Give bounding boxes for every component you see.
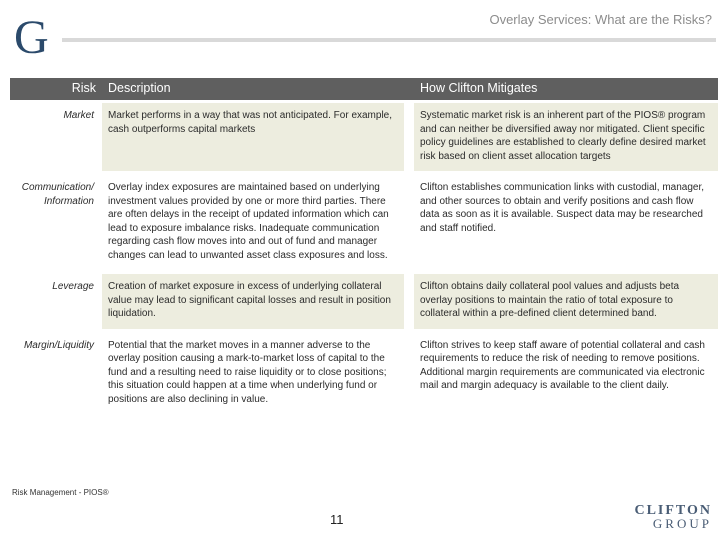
- table-header-row: [10, 78, 718, 103]
- brand-line-2: GROUP: [652, 516, 712, 531]
- risk-table: [10, 78, 718, 418]
- table-row: [10, 333, 718, 419]
- risk-description: Overlay index exposures are maintained based on underlying investment values provided by one or more third parties. There are often delays in the receipt of updated information which can lead to exposure imbalance risks. Inadequate communication regarding cash flow moves into and out of fund and manager changes can lead to unwanted asset class exposures and loss.: [102, 175, 414, 274]
- risk-name: Margin/Liquidity: [10, 333, 102, 419]
- corner-logo: G: [14, 11, 49, 64]
- risk-name: Communication/ Information: [10, 175, 102, 274]
- risk-name: Market: [10, 103, 102, 175]
- risk-mitigation: Clifton establishes communication links with custodial, manager, and other sources to obtain and verify positions and cash flow data as soon as it is available. Suspect data may be researched and staff notified.: [414, 175, 718, 274]
- brand-line-1: CLIFTON: [634, 503, 712, 518]
- risk-mitigation: Clifton strives to keep staff aware of potential collateral and cash requirements to reduce the risk of needing to remove positions. Additional margin requirements are communicated via electronic mail and margin adequacy is available to the client daily.: [414, 333, 718, 419]
- table-row: [10, 175, 718, 274]
- header-mitigation: How Clifton Mitigates: [414, 78, 718, 103]
- risk-mitigation: Clifton obtains daily collateral pool values and adjusts beta overlay positions to maintain the ratio of total exposure to collateral within a pre-defined client determined band.: [414, 274, 718, 333]
- risk-mitigation: Systematic market risk is an inherent part of the PIOS® program and can neither be diversified away nor mitigated. Client specific policy guidelines are established to clearly define desired market risk based on client asset allocation targets: [414, 103, 718, 175]
- header-description: Description: [102, 78, 414, 103]
- risk-name: Leverage: [10, 274, 102, 333]
- clifton-group-logo: [634, 504, 712, 530]
- risk-description: Market performs in a way that was not anticipated. For example, cash outperforms capital markets: [102, 103, 414, 175]
- footer-caption: Risk Management - PIOS®: [12, 488, 109, 497]
- slide-title: Overlay Services: What are the Risks?: [489, 12, 712, 27]
- risk-description: Creation of market exposure in excess of underlying collateral value may lead to significant capital losses and result in position liquidation.: [102, 274, 414, 333]
- risk-description: Potential that the market moves in a manner adverse to the overlay position causing a mark-to-market loss of capital to the fund and a resulting need to raise liquidity or to close positions; this situation could happen at a time when underlying fund or positions are also declining in value.: [102, 333, 414, 419]
- table-row: [10, 103, 718, 175]
- header-risk: Risk: [10, 78, 102, 103]
- page-number: 11: [330, 512, 344, 527]
- table-row: [10, 274, 718, 333]
- title-divider: [62, 38, 716, 42]
